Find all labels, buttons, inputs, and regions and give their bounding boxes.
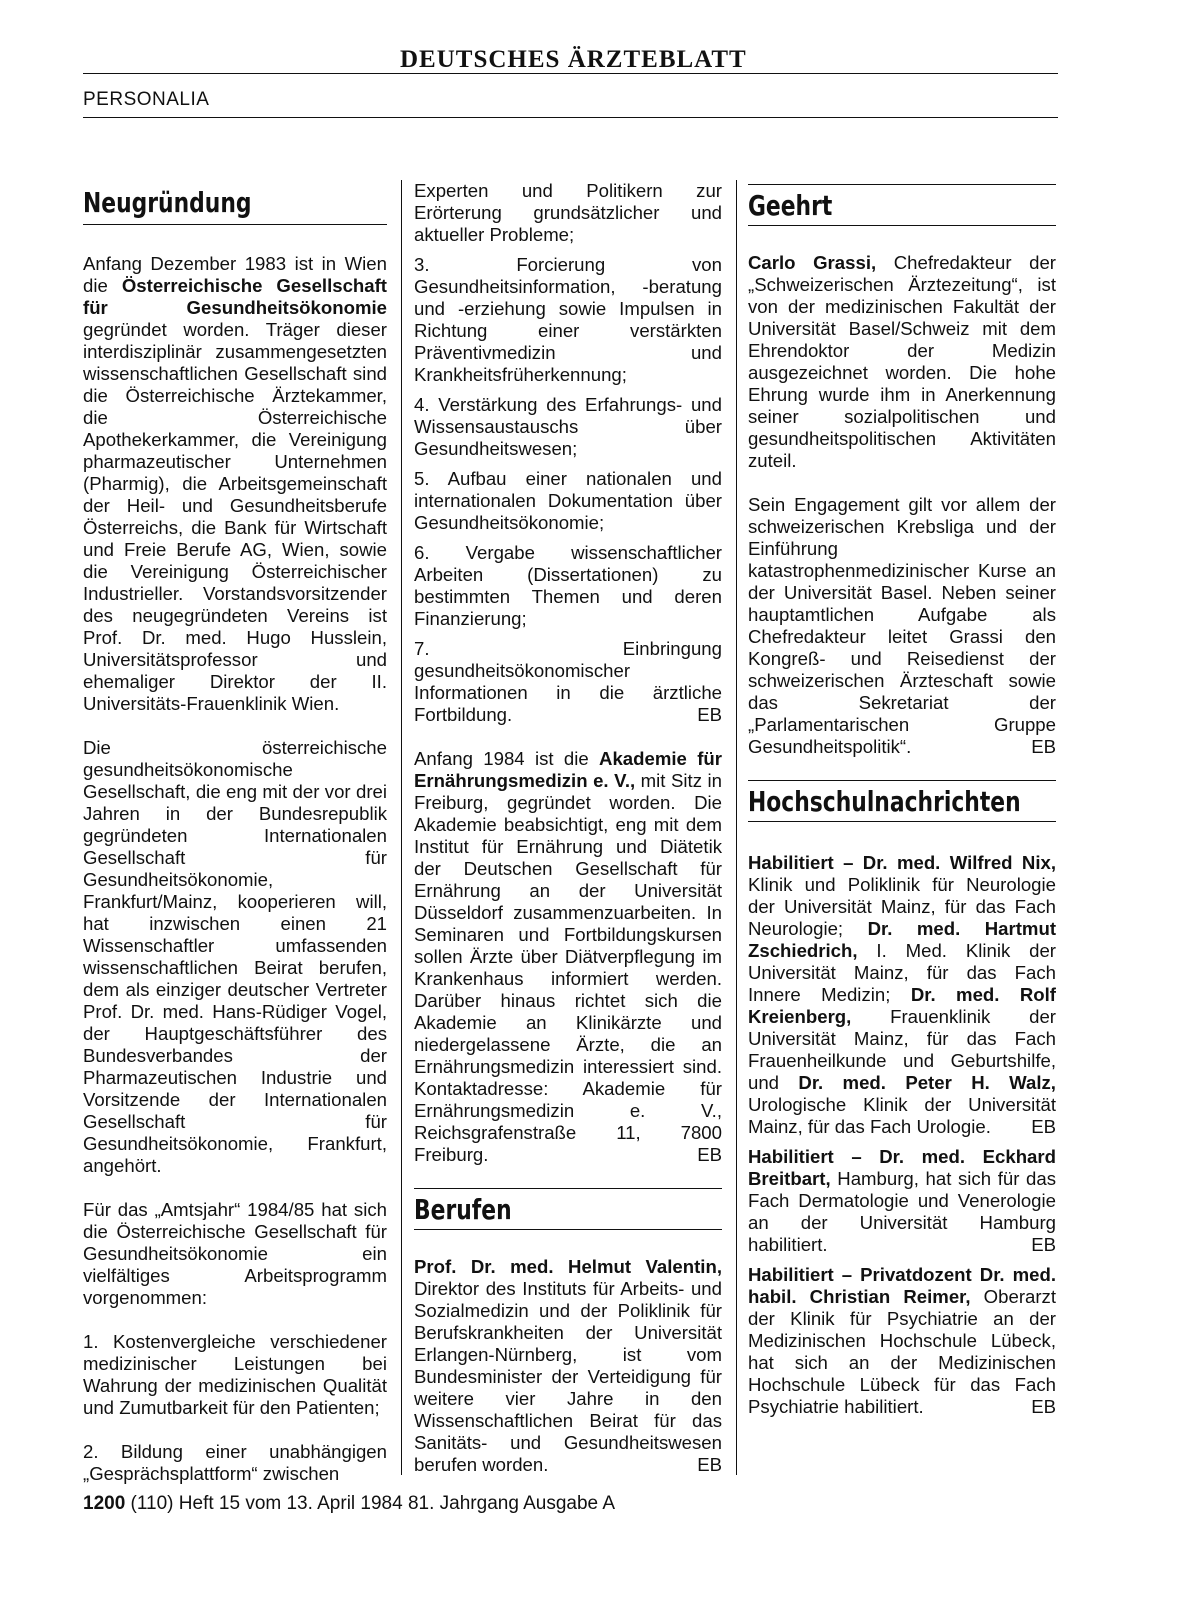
author-initials: EB [1031, 736, 1056, 757]
paragraph-neugruendung-3: Für das „Amtsjahr“ 1984/85 hat sich die Österreichische Gesellschaft für Gesundheitsökonomie ein vielfältiges Arbeitsprogramm vorgenommen: [83, 1199, 387, 1308]
column-1 [83, 184, 387, 1493]
list-item-1: 1. Kostenvergleiche verschiedener medizinischer Leistungen bei Wahrung der medizinischen Qualität und Zumutbarkeit für den Patienten; [83, 1331, 387, 1418]
paragraph-habilitiert-1 [748, 852, 1056, 1138]
bold-name: Dr. med. Rolf Kreienberg, [748, 984, 1056, 1027]
text: Sein Engagement gilt vor allem der schweizerischen Krebsliga und der Einführung katastrophenmedizinischer Kurse an der Universität Basel. Neben seiner hauptamtlichen Aufgabe als Chefredakteur leitet Grassi den Kongreß- und Reisedienst der schweizerischen Ärzteschaft sowie das Sekretariat der „Parlamentarischen Gruppe Gesundheitspolitik“. [748, 494, 1056, 757]
bold-name: Habilitiert – Dr. med. Wilfred Nix, [748, 852, 1056, 873]
text: Anfang Dezember 1983 ist in Wien die [83, 253, 387, 296]
author-initials: EB [697, 704, 722, 725]
column-3 [748, 184, 1056, 1426]
text: Urologische Klinik der Universität Mainz, für das Fach Urologie. [748, 1094, 1056, 1137]
text: mit Sitz in Freiburg, gegründet worden. Die Akademie beabsichtigt, eng mit dem Institut für Ernährung und Diätetik der Deutschen Gesellschaft für Ernährung an der Universität Düsseldorf zusammenzuarbeiten. In Seminaren und Fortbildungskursen sollen Ärzte über Diätverpflegung im Krankenhaus informiert werden. Darüber hinaus richtet sich die Akademie an Klinikärzte und niedergelassene Ärzte, die an Ernährungsmedizin interessiert sind. Kontaktadresse: Akademie für Ernährungsmedizin e. V., Reichsgrafenstraße 11, 7800 Freiburg. [414, 770, 722, 1165]
hochschul-top-rule [748, 780, 1056, 781]
berufen-top-rule [414, 1188, 722, 1189]
masthead-title: DEUTSCHES ÄRZTEBLATT [400, 46, 747, 73]
heading-rule [414, 1229, 722, 1230]
paragraph-akademie [414, 748, 722, 1166]
bold-name: Carlo Grassi, [748, 252, 877, 273]
column-2 [414, 180, 722, 1484]
bold-name: Habilitiert – Privatdozent Dr. med. habil. Christian Reimer, [748, 1264, 1056, 1307]
text: Chefredakteur der „Schweizerischen Ärztezeitung“, ist von der medizinischen Fakultät der Universität Basel/Schweiz mit dem Ehrendoktor der Medizin ausgezeichnet worden. Die hohe Ehrung wurde ihm in Anerkennung seiner sozialpolitischen und gesundheitspolitischen Aktivitäten zuteil. [748, 252, 1056, 471]
list-item-3: 3. Forcierung von Gesundheitsinformation, -beratung und -erziehung sowie Impulsen in Richtung einer verstärkten Präventivmedizin und Krankheitsfrüherkennung; [414, 254, 722, 385]
paragraph-geehrt-1 [748, 252, 1056, 472]
bold-society-name: Österreichische Gesellschaft für Gesundheitsökonomie [83, 275, 388, 318]
heading-berufen: Berufen [414, 1193, 512, 1226]
heading-rule [83, 224, 387, 225]
paragraph-berufen [414, 1256, 722, 1476]
page-footer [83, 1493, 615, 1515]
author-initials: EB [1031, 1234, 1056, 1255]
text: Frauenklinik der Universität Mainz, für das Fach Frauenheilkunde und Geburtshilfe, und [748, 1006, 1056, 1093]
page-number: 1200 [83, 1493, 126, 1514]
text: I. Med. Klinik der Universität Mainz, für das Fach Innere Medizin; [748, 940, 1056, 1005]
heading-rule [748, 225, 1056, 226]
paragraph-habilitiert-3 [748, 1264, 1056, 1418]
column-divider-1 [401, 180, 402, 1475]
bold-akademie-name: Akademie für Ernährungsmedizin e. V., [414, 748, 722, 791]
author-initials: EB [697, 1454, 722, 1475]
masthead-rule [83, 73, 1058, 74]
text: gegründet worden. Träger dieser interdisziplinär zusammengesetzten wissenschaftlichen Gesellschaft sind die Österreichische Ärztekammer, die Österreichische Apothekerkammer, die Vereinigung pharmazeutischer Unternehmen (Pharmig), die Arbeitsgemeinschaft der Heil- und Gesundheitsberufe Österreichs, die Bank für Wirtschaft und Freie Berufe AG, Wien, sowie die Vereinigung Österreichischer Industrieller. Vorstandsvorsitzender des neugegründeten Vereins ist Prof. Dr. med. Hugo Husslein, Universitätsprofessor und ehemaliger Direktor der II. Universitäts-Frauenklinik Wien. [83, 319, 387, 714]
text: Oberarzt der Klinik für Psychiatrie an der Medizinischen Hochschule Lübeck, hat sich an der Medizinischen Hochschule Lübeck für das Fach Psychiatrie habilitiert. [748, 1286, 1057, 1417]
paragraph-neugruendung-1 [83, 253, 387, 715]
issue-info: (110) Heft 15 vom 13. April 1984 81. Jahrgang Ausgabe A [125, 1493, 616, 1514]
list-item-5: 5. Aufbau einer nationalen und internationalen Dokumentation über Gesundheitsökonomie; [414, 468, 722, 533]
author-initials: EB [1031, 1116, 1056, 1137]
heading-geehrt: Geehrt [748, 189, 833, 222]
paragraph-geehrt-2 [748, 494, 1056, 758]
text: Anfang 1984 ist die [414, 748, 600, 769]
column-divider-2 [736, 180, 737, 1475]
heading-rule [748, 821, 1056, 822]
paragraph-habilitiert-2 [748, 1146, 1056, 1256]
list-item-2-cont: Experten und Politikern zur Erörterung grundsätzlicher und aktueller Probleme; [414, 180, 722, 245]
bold-name: Dr. med. Hartmut Zschiedrich, [748, 918, 1057, 961]
text: Direktor des Instituts für Arbeits- und Sozialmedizin und der Poliklinik für Berufskrankheiten der Universität Erlangen-Nürnberg, ist vom Bundesminister der Verteidigung für weitere vier Jahre in den Wissenschaftlichen Beirat für das Sanitäts- und Gesundheitswesen berufen worden. [414, 1278, 722, 1475]
section-rule [83, 117, 1058, 118]
list-item-4: 4. Verstärkung des Erfahrungs- und Wissensaustauschs über Gesundheitswesen; [414, 394, 722, 459]
text: Klinik und Poliklinik für Neurologie der Universität Mainz, für das Fach Neurologie; [748, 874, 1056, 939]
heading-hochschulnachrichten: Hochschulnachrichten [748, 785, 1021, 818]
section-label: PERSONALIA [83, 89, 210, 110]
list-item-7 [414, 638, 722, 726]
text: 7. Einbringung gesundheitsökonomischer Informationen in die ärztliche Fortbildung. [414, 638, 722, 725]
bold-name: Prof. Dr. med. Helmut Valentin, [414, 1256, 722, 1277]
author-initials: EB [1031, 1396, 1056, 1417]
list-item-6: 6. Vergabe wissenschaftlicher Arbeiten (Dissertationen) zu bestimmten Themen und deren Finanzierung; [414, 542, 722, 629]
paragraph-neugruendung-2: Die österreichische gesundheitsökonomische Gesellschaft, die eng mit der vor drei Jahren in der Bundesrepublik gegründeten Internationalen Gesellschaft für Gesundheitsökonomie, Frankfurt/Mainz, kooperieren will, hat inzwischen einen 21 Wissenschaftler umfassenden wissenschaftlichen Beirat berufen, dem als einziger deutscher Vertreter Prof. Dr. med. Hans-Rüdiger Vogel, der Hauptgeschäftsführer des Bundesverbandes der Pharmazeutischen Industrie und Vorsitzende der Internationalen Gesellschaft für Gesundheitsökonomie, Frankfurt, angehört. [83, 737, 387, 1176]
author-initials: EB [697, 1144, 722, 1165]
bold-name: Dr. med. Peter H. Walz, [798, 1072, 1056, 1093]
geehrt-top-rule [748, 184, 1056, 185]
heading-neugruendung: Neugründung [83, 186, 252, 219]
text: Hamburg, hat sich für das Fach Dermatologie und Venerologie an der Universität Hamburg habilitiert. [748, 1168, 1056, 1255]
list-item-2: 2. Bildung einer unabhängigen „Gesprächsplattform“ zwischen [83, 1441, 387, 1484]
bold-name: Habilitiert – Dr. med. Eckhard Breitbart, [748, 1146, 1056, 1189]
